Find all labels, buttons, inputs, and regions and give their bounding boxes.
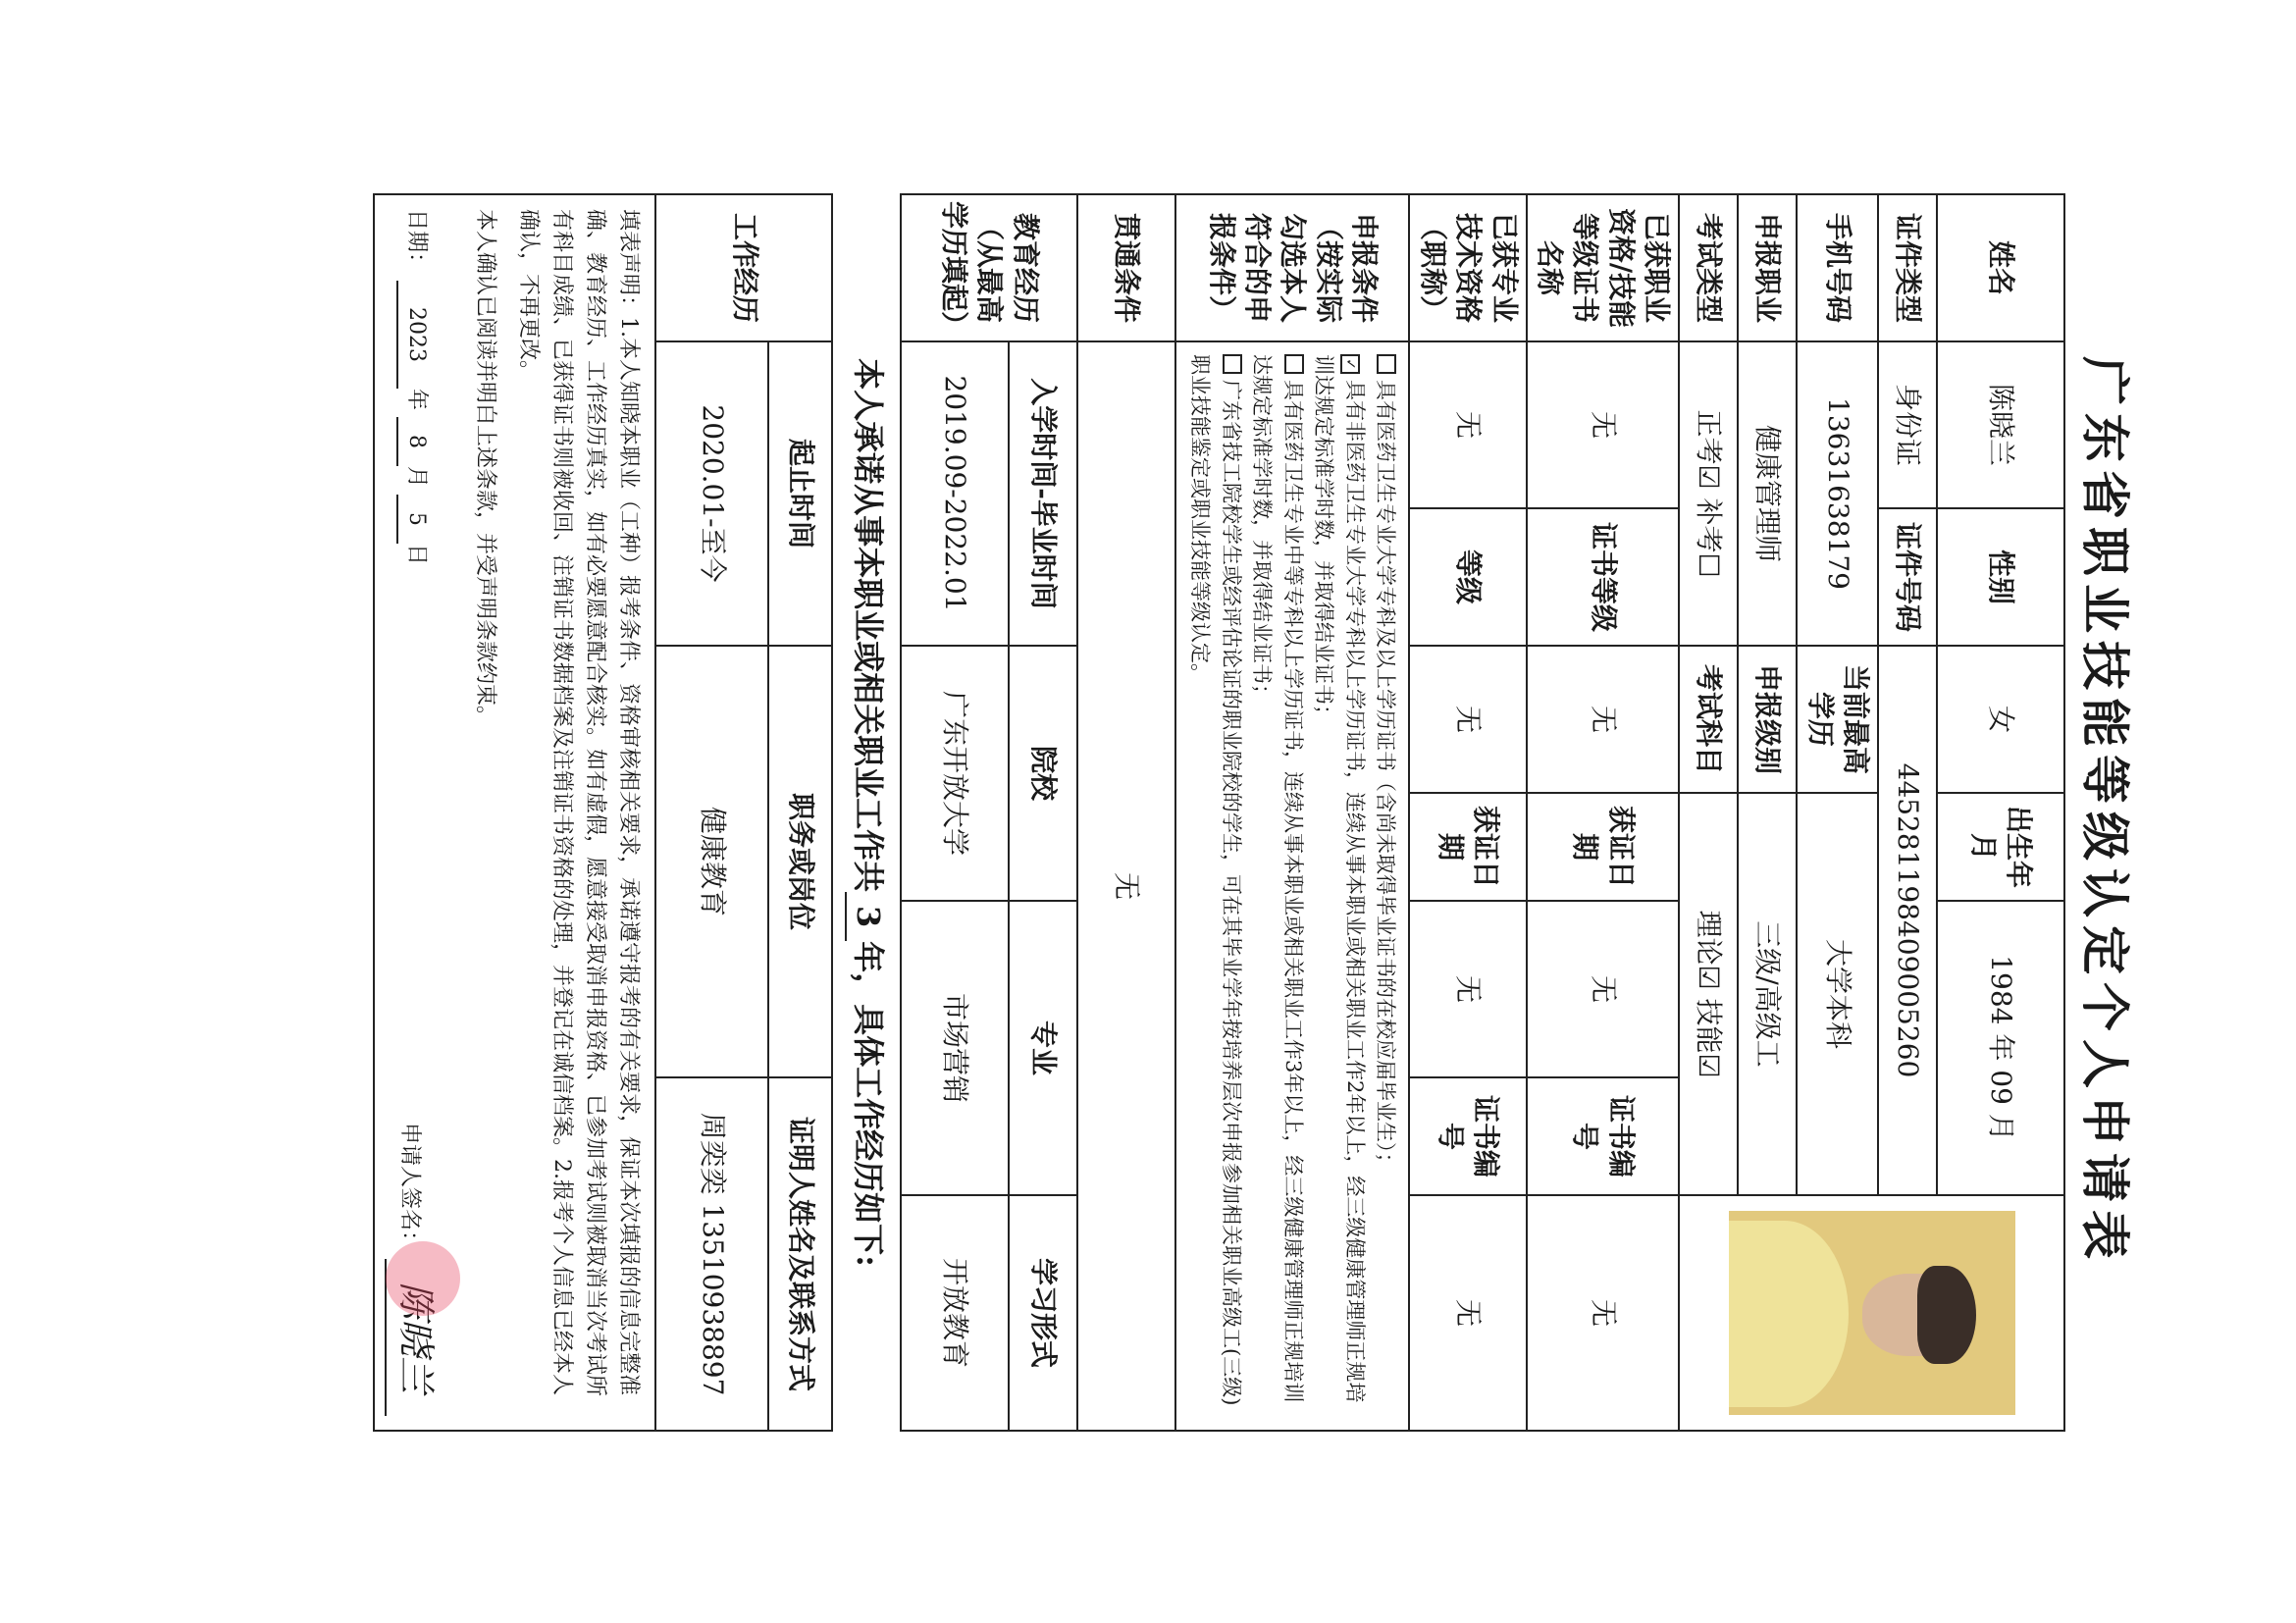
condition-option[interactable] — [1308, 354, 1370, 1418]
condition-option[interactable] — [1370, 354, 1401, 1418]
pathway-value: 无 — [1077, 341, 1175, 1431]
major-header: 专业 — [1009, 901, 1077, 1195]
commitment-row — [832, 194, 901, 1431]
work-post-value: 健康教育 — [655, 646, 768, 1077]
signature-block — [385, 1123, 444, 1416]
date-label: 日期： — [403, 209, 429, 275]
cert-no-value: 无 — [1527, 1195, 1680, 1431]
day-unit: 日 — [403, 544, 429, 566]
phone-value: 13631638179 — [1797, 341, 1878, 646]
checkbox-icon[interactable] — [1377, 354, 1396, 374]
date-year[interactable]: 2023 — [396, 281, 432, 389]
work-row — [655, 194, 768, 1431]
fingerprint-seal — [386, 1241, 460, 1316]
education-value: 大学本科 — [1797, 793, 1878, 1195]
birth-label: 出生年月 — [1937, 793, 2064, 901]
education-row — [901, 194, 1009, 1431]
pro-title-value: 无 — [1409, 341, 1526, 508]
work-exp-label: 工作经历 — [655, 194, 832, 341]
name-value: 陈晓兰 — [1937, 341, 2064, 508]
school-value: 广东开放大学 — [901, 646, 1009, 901]
pro-no-value: 无 — [1409, 1195, 1526, 1431]
work-period-value: 2020.01-至今 — [655, 341, 768, 646]
application-form — [132, 193, 2164, 1430]
checkbox-icon[interactable] — [1284, 354, 1304, 374]
birth-value: 1984 年 09 月 — [1937, 901, 2064, 1195]
photo-hair — [1917, 1266, 1976, 1364]
study-mode-header: 学习形式 — [1009, 1195, 1077, 1431]
subject-label: 考试科目 — [1679, 646, 1738, 793]
pathway-label: 贯通条件 — [1077, 194, 1175, 341]
declaration-confirm: 本人确认已阅读并明白上述条款，并受声明条款约束。 — [473, 209, 498, 728]
cert-grade-label: 证书等级 — [1527, 508, 1680, 646]
name-label: 姓名 — [1937, 194, 2064, 341]
gender-label: 性别 — [1937, 508, 2064, 646]
id-no-value: 445281198409005260 — [1878, 646, 1937, 1195]
month-unit: 月 — [403, 466, 429, 489]
condition-text: 具有医药卫生专业中等专科以上学历证书，连续从事本职业或相关职业工作3年以上，经三级健康管理师正规培训达规定标准学时数，并取得结业证书； — [1250, 354, 1305, 1403]
work-period-header: 起止时间 — [768, 341, 832, 646]
pro-date-value: 无 — [1409, 901, 1526, 1077]
condition-option[interactable] — [1246, 354, 1308, 1418]
major-value: 市场营销 — [901, 901, 1009, 1195]
signature-line — [385, 209, 444, 1416]
edu-period-value: 2019.09-2022.01 — [901, 341, 1009, 646]
checkbox-icon[interactable] — [1223, 354, 1242, 374]
id-no-label: 证件号码 — [1878, 508, 1937, 646]
declaration-cell — [374, 194, 655, 1431]
cert-name-label: 已获职业资格/技能等级证书名称 — [1527, 194, 1680, 341]
occupation-value: 健康管理师 — [1738, 341, 1797, 646]
study-mode-value: 开放教育 — [901, 1195, 1009, 1431]
pro-date-label: 获证日期 — [1409, 793, 1526, 901]
level-label: 申报级别 — [1738, 646, 1797, 793]
phone-label: 手机号码 — [1797, 194, 1878, 341]
conditions-list — [1175, 341, 1410, 1431]
pro-grade-label: 等级 — [1409, 508, 1526, 646]
conditions-label: 申报条件（按实际勾选本人符合的申报条件） — [1175, 194, 1410, 341]
declaration-text: 填表声明：1.本人知晓本职业（工种）报考条件、资格审核相关要求，承诺遵守报考的有关要求，保证本次填报的信息完整准确、教育经历、工作经历真实，如有必要愿意配合核实。如有虚假，愿意接受取消申报资格、已参加考试则被取消当次考试所有科目成绩、已获得证书则被收回、注销证书数据档案及注销证书资格的处理，并登记在诚信档案。2.报考个人信息已经本人确认，不再更改。 — [516, 209, 642, 1397]
exam-type-label: 考试类型 — [1679, 194, 1738, 341]
photo-cell — [1679, 1195, 2064, 1431]
commitment-suffix: 年，具体工作经历如下: — [849, 941, 887, 1267]
signature-label: 申请人签名： — [396, 1122, 422, 1252]
signature-field[interactable] — [385, 1259, 444, 1416]
occupation-label: 申报职业 — [1738, 194, 1797, 341]
condition-text: 具有医药卫生专业大学专科及以上学历证书（含尚未取得毕业证书的在校应届毕业生）； — [1374, 380, 1398, 1174]
subject-value: 理论☑ 技能☑ — [1679, 793, 1738, 1195]
photo-body — [1729, 1221, 1849, 1407]
cert-no-label: 证书编号 — [1527, 1077, 1680, 1195]
commitment-statement — [832, 194, 901, 1431]
applicant-photo — [1729, 1211, 2015, 1415]
signature-text: 陈晓兰 — [393, 1281, 438, 1393]
pro-no-label: 证书编号 — [1409, 1077, 1526, 1195]
cert-grade-value: 无 — [1527, 646, 1680, 793]
edu-period-header: 入学时间-毕业时间 — [1009, 341, 1077, 646]
edu-exp-label: 教育经历（从最高学历填起） — [901, 194, 1077, 341]
pro-title-label: 已获专业技术资格（职称） — [1409, 194, 1526, 341]
cert-date-label: 获证日期 — [1527, 793, 1680, 901]
cert-name-value: 无 — [1527, 341, 1680, 508]
year-unit: 年 — [403, 389, 429, 411]
condition-option[interactable] — [1184, 354, 1246, 1418]
witness-header: 证明人姓名及联系方式 — [768, 1077, 832, 1431]
school-header: 院校 — [1009, 646, 1077, 901]
exam-type-value: 正考☑ 补考☐ — [1679, 341, 1738, 646]
gender-value: 女 — [1937, 646, 2064, 793]
checkbox-icon[interactable]: ✓ — [1340, 354, 1360, 374]
date-month[interactable]: 8 — [396, 417, 432, 466]
cert-date-value: 无 — [1527, 901, 1680, 1077]
level-value: 三级/高级工 — [1738, 793, 1797, 1195]
condition-text: 广东省技工院校学生或经评估论证的职业院校的学生，可在其毕业学年按培养层次申报参加相关职业高级工(三级)职业技能鉴定或职业技能等级认定。 — [1188, 354, 1243, 1406]
commitment-years: 3 — [845, 892, 888, 941]
id-type-label: 证件类型 — [1878, 194, 1937, 341]
commitment-prefix: 本人承诺从事本职业或相关职业工作共 — [849, 358, 887, 893]
form-table — [373, 193, 2065, 1432]
pro-grade-value: 无 — [1409, 646, 1526, 793]
date-day[interactable]: 5 — [396, 495, 432, 544]
condition-text: 具有非医药卫生专业大学专科以上学历证书，连续从事本职业或相关职业工作2年以上，经三级健康管理师正规培训达规定标准学时数，并取得结业证书； — [1312, 354, 1367, 1403]
work-post-header: 职务或岗位 — [768, 646, 832, 1077]
education-label: 当前最高学历 — [1797, 646, 1878, 793]
form-title: 广东省职业技能等级认定个人申请表 — [2076, 356, 2134, 1267]
date-block — [396, 209, 432, 565]
witness-value: 周奕奕 13510938897 — [655, 1077, 768, 1431]
id-type-value: 身份证 — [1878, 341, 1937, 508]
